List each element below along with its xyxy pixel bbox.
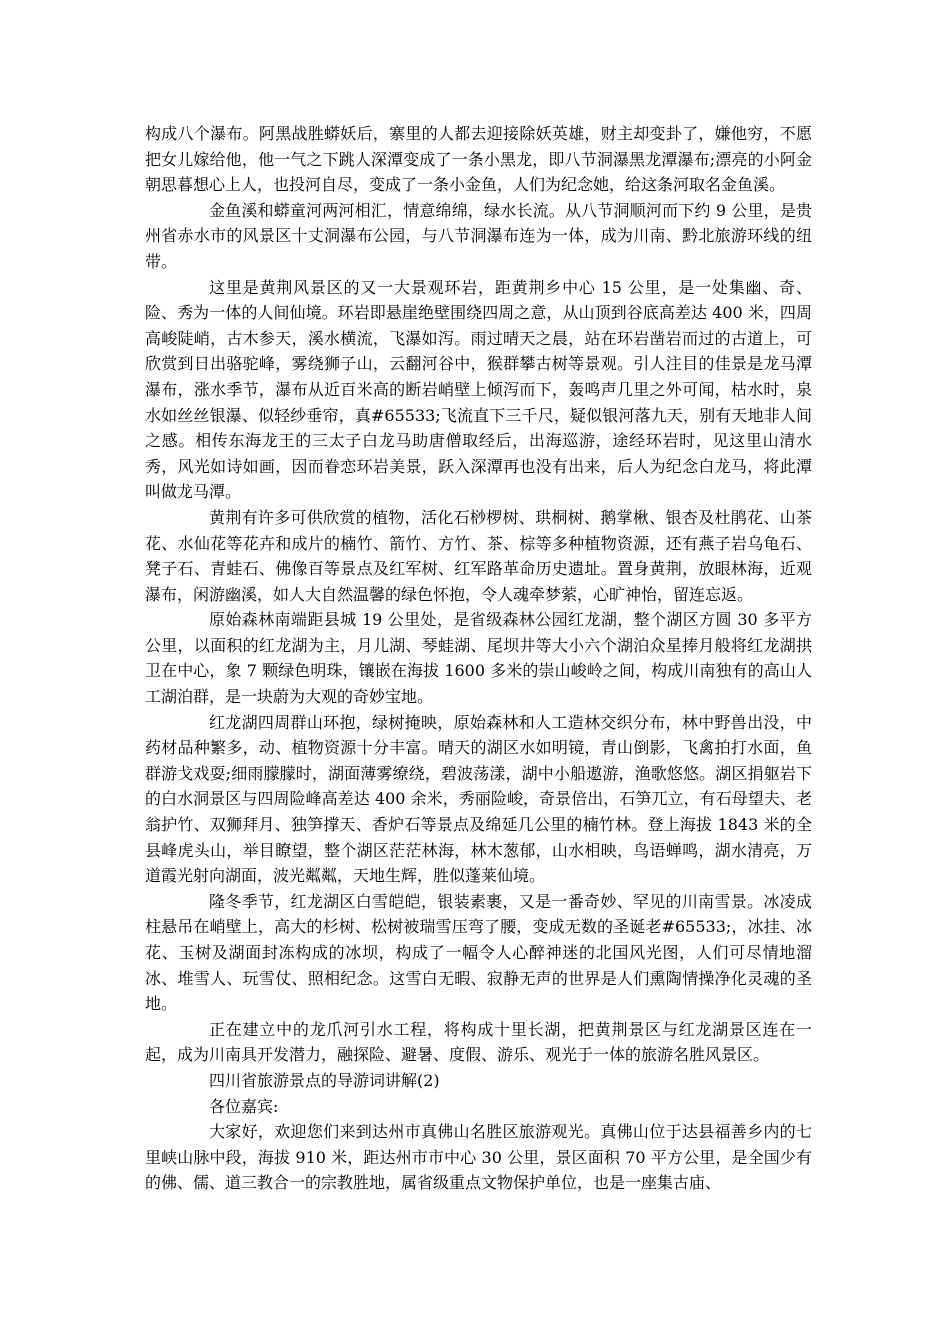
paragraph-plants: 黄荆有许多可供欣赏的植物，活化石桫椤树、珙桐树、鹅掌楸、银杏及杜鹃花、山茶花、水仙花等花卉和成片的楠竹、箭竹、方竹、茶、棕等多种植物资源，还有燕子岩乌龟石、凳子石、青蛙石、佛像百等景点及红军树、红军路革命历史遗址。置身黄荆，放眼林海，近观瀑布，闲游幽溪，如人大自然温馨的绿色怀抱，令人魂牵梦萦，心旷神怡，留连忘返。 bbox=[145, 507, 812, 604]
greeting: 各位嘉宾: bbox=[209, 1096, 279, 1116]
paragraph-huanyan: 这里是黄荆风景区的又一大景观环岩，距黄荆乡中心 15 公里，是一处集幽、奇、险、秀为一体的人间仙境。环岩即悬崖绝壁围绕四周之意，从山顶到谷底高差达 400 米，四周高峻陡峭，古木参天，溪水横流，飞瀑如泻。雨过晴天之晨，站在环岩凿岩而过的古道上，可欣赏到日出骆驼峰，雾绕狮子山，云翻河谷中，猴群攀古树等景观。引人注目的佳景是龙马潭瀑布，涨水季节，瀑布从近百米高的断岩峭壁上倾泻而下，轰鸣声几里之外可闻，枯水时，泉水如丝丝银瀑、似轻纱垂帘，真#65533;飞流直下三千尺，疑似银河落九天，别有天地非人间之感。相传东海龙王的三太子白龙马助唐僧取经后，出海巡游，途经环岩时，见这里山清水秀，风光如诗如画，因而眷恋环岩美景，跃入深潭再也没有出来，后人为纪念白龙马，将此潭叫做龙马潭。 bbox=[145, 277, 812, 502]
paragraph-zhenfo-mountain: 大家好，欢迎您们来到达州市真佛山名胜区旅游观光。真佛山位于达县福善乡内的七里峡山脉中段，海拔 910 米，距达州市市中心 30 公里，景区面积 70 平方公里，是全国少有的佛、儒、道三教合一的宗教胜地，属省级重点文物保护单位，也是一座集古庙、 bbox=[145, 1122, 812, 1193]
paragraph-lake-scenery: 红龙湖四周群山环抱，绿树掩映，原始森林和人工造林交织分布，林中野兽出没，中药材品种繁多，动、植物资源十分丰富。晴天的湖区水如明镜，青山倒影，飞禽拍打水面，鱼群游戈戏耍;细雨朦朦时，湖面薄雾缭绕，碧波荡漾，湖中小船遨游，渔歌悠悠。湖区捐躯岩下的白水洞景区与四周险峰高差达 400 余米，秀丽险峻，奇景倍出，石笋兀立，有石母望夫、老翁护竹、双狮拜月、独笋撑天、香炉石等景点及绵延几公里的楠竹林。登上海拔 1843 米的全县峰虎头山，举目瞭望，整个湖区茫茫林海，林木葱郁，山水相映，鸟语蝉鸣，湖水清亮，万道霞光射向湖面，波光粼粼，天地生辉，胜似蓬莱仙境。 bbox=[145, 712, 812, 886]
document-page bbox=[145, 121, 812, 1196]
paragraph-legend-ending: 构成八个瀑布。阿黑战胜蟒妖后，寨里的人都去迎接除妖英雄，财主却变卦了，嫌他穷，不愿把女儿嫁给他，他一气之下跳人深潭变成了一条小黑龙，即八节洞瀑黑龙潭瀑布;漂亮的小阿金朝思暮想心上人，也投河自尽，变成了一条小金鱼，人们为纪念她，给这条河取名金鱼溪。 bbox=[145, 124, 812, 195]
section-heading: 四川省旅游景点的导游词讲解(2) bbox=[209, 1070, 440, 1090]
paragraph-honglong-lake: 原始森林南端距县城 19 公里处，是省级森林公园红龙湖，整个湖区方圆 30 多平方公里，以面积的红龙湖为主，月儿湖、琴蛙湖、尾坝井等大小六个湖泊众星捧月般将红龙湖拱卫在中心，象 7 颗绿色明珠，镶嵌在海拔 1600 多米的崇山峻岭之间，构成川南独有的高山人工湖泊群，是一块蔚为大观的奇妙宝地。 bbox=[145, 610, 812, 707]
paragraph-jinyu-stream: 金鱼溪和蟒童河两河相汇，情意绵绵，绿水长流。从八节洞顺河而下约 9 公里，是贵州省赤水市的风景区十丈洞瀑布公园，与八节洞瀑布连为一体，成为川南、黔北旅游环线的纽带。 bbox=[145, 200, 812, 271]
paragraph-longzhua-project: 正在建立中的龙爪河引水工程，将构成十里长湖，把黄荆景区与红龙湖景区连在一起，成为川南具开发潜力，融探险、避暑、度假、游乐、观光于一体的旅游名胜风景区。 bbox=[145, 1019, 812, 1065]
paragraph-winter: 隆冬季节，红龙湖区白雪皑皑，银装素裹，又是一番奇妙、罕见的川南雪景。冰凌成柱悬吊在峭壁上，高大的杉树、松树被瑞雪压弯了腰，变成无数的圣诞老#65533;，冰挂、冰花、玉树及湖面封冻构成的冰坝，构成了一幅令人心醉神迷的北国风光图，人们可尽情地溜冰、堆雪人、玩雪仗、照相纪念。这雪白无暇、寂静无声的世界是人们熏陶情操净化灵魂的圣地。 bbox=[145, 891, 812, 1014]
